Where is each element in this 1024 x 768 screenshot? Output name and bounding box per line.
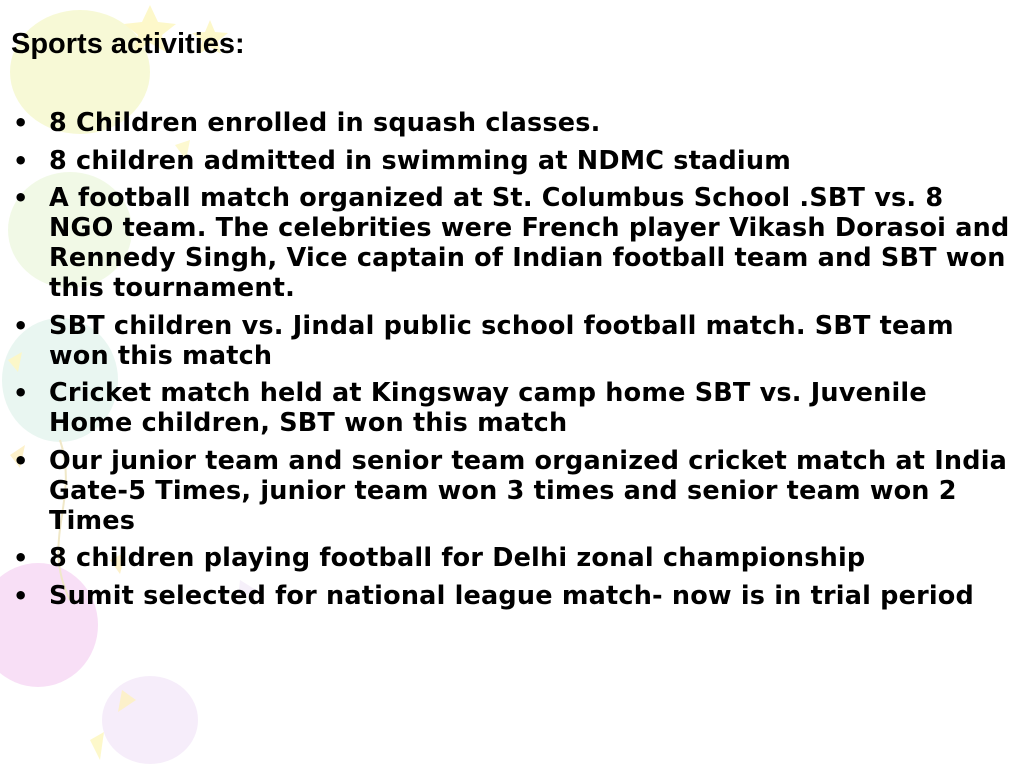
list-item <box>0 183 1024 303</box>
list-item-text: 8 children playing football for Delhi zonal championship <box>49 543 866 573</box>
list-item-text: SBT children vs. Jindal public school football match. SBT team won this match <box>49 310 954 371</box>
list-item-text: A football match organized at St. Columbus School .SBT vs. 8 NGO team. The celebrities were French player Vikash Dorasoi and Rennedy Singh, Vice captain of Indian football team and SBT won this tournament. <box>49 183 1010 303</box>
list-item <box>0 311 1024 371</box>
list-item-text: 8 Children enrolled in squash classes. <box>49 108 601 138</box>
bullet-marker: • <box>13 446 29 475</box>
bullet-list <box>0 108 1024 618</box>
list-item <box>0 446 1024 536</box>
bullet-marker: • <box>13 184 29 212</box>
slide-title: Sports activities: <box>11 28 245 60</box>
list-item-text: Cricket match held at Kingsway camp home SBT vs. Juvenile Home children, SBT won this match <box>49 378 927 438</box>
bullet-marker: • <box>13 311 29 340</box>
confetti-triangle-5 <box>90 732 104 760</box>
list-item-text: 8 children admitted in swimming at NDMC stadium <box>49 145 791 176</box>
bullet-marker: • <box>13 379 29 407</box>
list-item <box>0 543 1024 573</box>
bullet-marker: • <box>13 146 29 175</box>
list-item-text: Sumit selected for national league match- now is in trial period <box>49 580 974 611</box>
list-item <box>0 146 1024 176</box>
bullet-marker: • <box>13 581 29 610</box>
balloon-lavender <box>102 676 198 764</box>
list-item <box>0 581 1024 611</box>
bullet-marker: • <box>13 544 29 572</box>
list-item <box>0 378 1024 438</box>
bullet-marker: • <box>13 109 29 137</box>
list-item-text: Our junior team and senior team organized cricket match at India Gate-5 Times, junior team won 3 times and senior team won 2 Times <box>49 445 1008 536</box>
list-item <box>0 108 1024 138</box>
